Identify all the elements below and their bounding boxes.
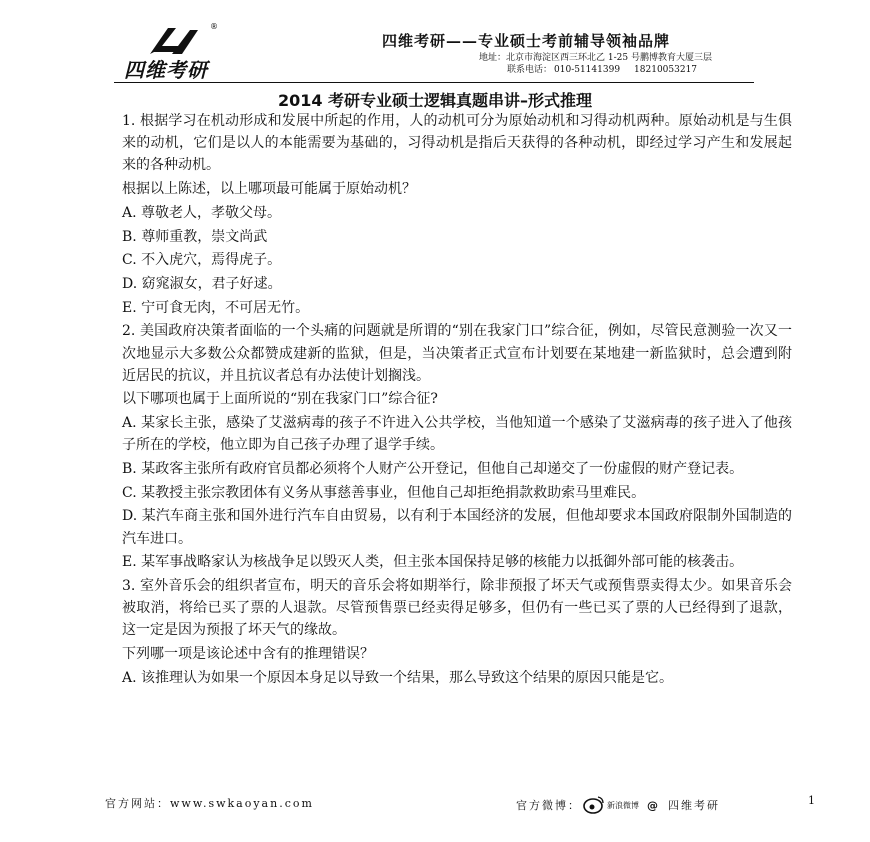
question-1-option-b: B. 尊师重教，崇文尚武: [122, 228, 268, 245]
logo: [122, 22, 232, 82]
header-contact: [507, 62, 711, 75]
page-number: 1: [808, 794, 815, 807]
question-1-option-d: D. 窈窕淑女，君子好逑。: [122, 275, 282, 292]
contact-label: 联系电话：: [507, 65, 553, 75]
weibo-icon: [583, 795, 605, 815]
weibo-label: 官方微博：: [516, 799, 581, 812]
header-divider: [114, 82, 754, 83]
logo-text: 四维考研: [124, 58, 208, 82]
question-2-prompt: 以下哪项也属于上面所说的“别在我家门口”综合征?: [122, 391, 438, 408]
question-2-option-d: D. 某汽车商主张和国外进行汽车自由贸易，以有利于本国经济的发展，但他却要求本国政府限制外国制造的汽车进口。: [122, 508, 792, 547]
page-title: 2014 考研专业硕士逻辑真题串讲–形式推理: [277, 91, 593, 110]
question-2-option-c: C. 某教授主张宗教团体有义务从事慈善事业，但他自己却拒绝捐款救助索马里难民。: [122, 484, 646, 501]
question-1-stem: 1. 根据学习在机动形成和发展中所起的作用，人的动机可分为原始动机和习得动机两种。原始动机是与生俱来的动机，它们是以人的本能需要为基础的，习得动机是指后天获得的各种动机，即经过学习产生和发展起来的各种动机。: [122, 113, 792, 174]
logo-mark-icon: [142, 24, 202, 56]
registered-mark: ®: [210, 22, 218, 31]
phone-1: 010-51141399: [554, 65, 621, 75]
header-address: 地址：北京市海淀区西三环北乙 1-25 号鹏博教育大厦三层: [479, 53, 712, 63]
header-slogan: 四维考研——专业硕士考前辅导领袖品牌: [382, 32, 671, 50]
weibo-brand: 新浪微博: [607, 800, 639, 810]
question-2-option-e: E. 某军事战略家认为核战争足以毁灭人类，但主张本国保持足够的核能力以抵御外部可能的核袭击。: [122, 554, 744, 571]
weibo-name: 四维考研: [668, 799, 720, 812]
question-1-prompt: 根据以上陈述，以上哪项最可能属于原始动机？: [122, 181, 416, 198]
question-3-prompt: 下列哪一项是该论述中含有的推理错误？: [122, 646, 374, 663]
question-3-stem: 3. 室外音乐会的组织者宣布，明天的音乐会将如期举行，除非预报了坏天气或预售票卖得太少。如果音乐会被取消，将给已买了票的人退款。尽管预售票已经卖得足够多，但仍有一些已买了票的人已经得到了退款，这一定是因为预报了坏天气的缘故。: [122, 578, 792, 639]
question-2-stem: 2. 美国政府决策者面临的一个头痛的问题就是所谓的“别在我家门口”综合征，例如，尽管民意测验一次又一次地显示大多数公众都赞成建新的监狱，但是，当决策者正式宣布计划要在某地建一新监狱时，总会遭到附近居民的抗议，并且抗议者总有办法使计划搁浅。: [122, 323, 792, 384]
question-2-option-b: B. 某政客主张所有政府官员都必须将个人财产公开登记，但他自己却递交了一份虚假的财产登记表。: [122, 461, 744, 478]
question-1-option-c: C. 不入虎穴，焉得虎子。: [122, 252, 282, 269]
weibo-at: @: [647, 798, 660, 812]
question-2-option-a: A. 某家长主张，感染了艾滋病毒的孩子不许进入公共学校，当他知道一个感染了艾滋病毒的孩子进入了他孩子所在的学校，他立即为自己孩子办理了退学手续。: [122, 415, 792, 454]
document-body: [122, 110, 792, 691]
question-1-option-a: A. 尊敬老人，孝敬父母。: [122, 204, 282, 221]
question-3-option-a: A. 该推理认为如果一个原因本身足以导致一个结果，那么导致这个结果的原因只能是它。: [122, 669, 674, 686]
question-1-option-e: E. 宁可食无肉，不可居无竹。: [122, 299, 310, 316]
footer-website: 官方网站：www.swkaoyan.com: [105, 797, 314, 810]
footer-weibo: [516, 795, 720, 815]
phone-2: 18210053217: [634, 65, 698, 75]
